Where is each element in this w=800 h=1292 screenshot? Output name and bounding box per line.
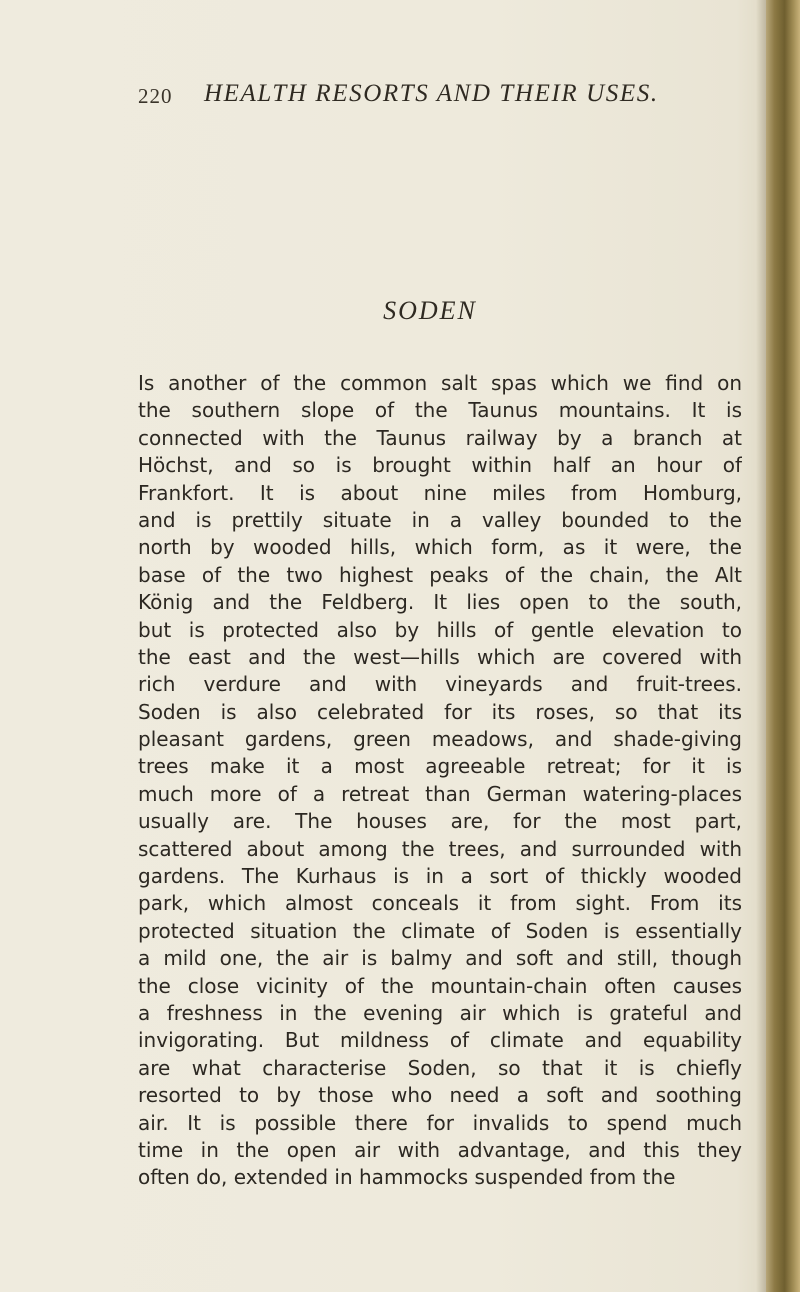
text-line: protected situation the climate of Soden is essentially: [138, 918, 742, 943]
text-line: Frankfort. It is about nine miles from Homburg,: [138, 480, 742, 505]
page-number: 220: [138, 84, 173, 108]
text-line: resorted to by those who need a soft and soothing: [138, 1083, 742, 1108]
text-line: trees make it a most agreeable retreat; for it is: [138, 754, 742, 779]
text-line: and is prettily situate in a valley bounded to the: [138, 507, 742, 532]
text-line: scattered about among the trees, and surrounded with: [138, 836, 742, 861]
text-line: Höchst, and so is brought within half an hour of: [138, 453, 742, 478]
text-line: the close vicinity of the mountain-chain often causes: [138, 973, 742, 998]
text-line: base of the two highest peaks of the chain, the Alt: [138, 562, 742, 587]
text-line: connected with the Taunus railway by a branch at: [138, 425, 742, 450]
text-line: Soden is also celebrated for its roses, so that its: [138, 699, 742, 724]
section-title-row: [0, 296, 800, 326]
text-line: rich verdure and with vineyards and fruit-trees.: [138, 672, 742, 697]
text-line: park, which almost conceals it from sight. From its: [138, 891, 742, 916]
section-title: SODEN: [383, 296, 477, 325]
page-edge-shadow: [756, 0, 766, 1292]
body-paragraph: [138, 370, 742, 1192]
text-line: much more of a retreat than German watering-places: [138, 781, 742, 806]
text-line: the southern slope of the Taunus mountains. It is: [138, 398, 742, 423]
page-edge: [766, 0, 800, 1292]
text-line: time in the open air with advantage, and this they: [138, 1137, 742, 1162]
text-line: usually are. The houses are, for the most part,: [138, 809, 742, 834]
text-line: gardens. The Kurhaus is in a sort of thickly wooded: [138, 864, 742, 889]
text-line: north by wooded hills, which form, as it were, the: [138, 535, 742, 560]
running-head: HEALTH RESORTS AND THEIR USES.: [204, 80, 659, 107]
text-line: but is protected also by hills of gentle elevation to: [138, 617, 742, 642]
text-line: König and the Feldberg. It lies open to the south,: [138, 590, 742, 615]
text-line: the east and the west—hills which are covered with: [138, 644, 742, 669]
text-line: Is another of the common salt spas which we find on: [138, 371, 742, 395]
text-line: pleasant gardens, green meadows, and shade-giving: [138, 727, 742, 752]
text-line: air. It is possible there for invalids to spend much: [138, 1110, 742, 1135]
text-line: often do, extended in hammocks suspended from the: [138, 1165, 676, 1190]
text-line: a freshness in the evening air which is grateful and: [138, 1000, 742, 1025]
text-line: invigorating. But mildness of climate and equability: [138, 1028, 742, 1053]
text-line: a mild one, the air is balmy and soft and still, though: [138, 946, 742, 971]
page-header: [138, 80, 738, 120]
text-line: are what characterise Soden, so that it is chiefly: [138, 1055, 742, 1080]
